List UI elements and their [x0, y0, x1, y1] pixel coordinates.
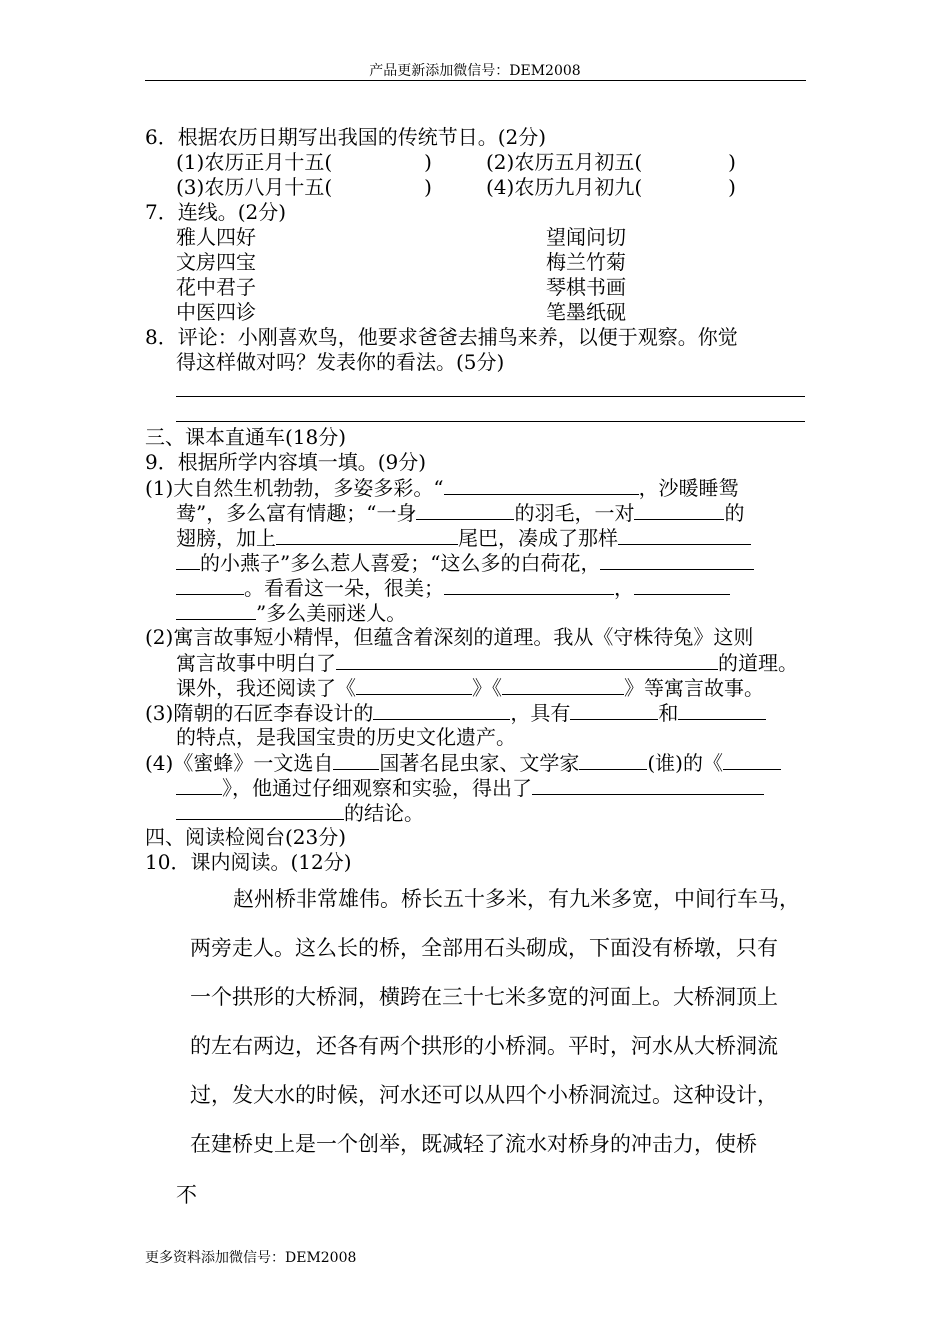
q7-right-1: 望闻问切: [546, 225, 626, 249]
section-4-title: 四、阅读检阅台(23分): [145, 825, 347, 849]
blank[interactable]: [444, 575, 614, 595]
blank[interactable]: [618, 525, 751, 545]
blank[interactable]: [336, 650, 718, 670]
blank[interactable]: [333, 750, 379, 770]
passage-line: 在建桥史上是一个创举，既减轻了流水对桥身的冲击力，使桥: [190, 1132, 757, 1156]
blank[interactable]: [532, 775, 764, 795]
q8-line-1: 8．评论：小刚喜欢鸟，他要求爸爸去捕鸟来养，以便于观察。你觉: [145, 325, 738, 349]
q9-1-line-6: ”多么美丽迷人。: [176, 600, 406, 625]
q7-stem: 7．连线。(2分): [145, 200, 287, 224]
q8-answer-line-2[interactable]: [176, 421, 805, 422]
blank[interactable]: [502, 675, 624, 695]
q9-4-line-1: (4)《蜜蜂》一文选自 国著名昆虫家、文学家 (谁)的《: [145, 750, 781, 775]
blank[interactable]: [356, 675, 472, 695]
header-divider: [145, 80, 806, 81]
q9-3-line-2: 的特点，是我国宝贵的历史文化遗产。: [176, 725, 516, 749]
q6-item-4: (4)农历九月初九( ): [486, 175, 736, 199]
q6-item-1: (1)农历正月十五( ): [176, 150, 432, 174]
passage-line: 两旁走人。这么长的桥，全部用石头砌成，下面没有桥墩，只有: [190, 936, 778, 960]
blank[interactable]: [579, 750, 647, 770]
q9-1-line-4: 的小燕子”多么惹人喜爱；“这么多的白荷花，: [176, 550, 754, 575]
q7-right-2: 梅兰竹菊: [546, 250, 626, 274]
q7-left-1: 雅人四好: [176, 225, 256, 249]
q7-right-4: 笔墨纸砚: [546, 300, 626, 324]
blank[interactable]: [444, 475, 639, 495]
page-footer: 更多资料添加微信号：DEM2008: [145, 1250, 357, 1266]
q9-4-line-3: 的结论。: [176, 800, 424, 825]
q9-4-line-2: 》，他通过仔细观察和实验，得出了: [176, 775, 764, 800]
q7-left-4: 中医四诊: [176, 300, 256, 324]
q6-stem: 6．根据农历日期写出我国的传统节日。(2分): [145, 125, 547, 149]
page-header: 产品更新添加微信号：DEM2008: [369, 63, 581, 79]
q7-left-3: 花中君子: [176, 275, 256, 299]
section-3-title: 三、课本直通车(18分): [145, 425, 347, 449]
q9-1-line-2: 鸯”，多么富有情趣；“一身 的羽毛，一对 的: [176, 501, 745, 525]
passage-line: 过，发大水的时候，河水还可以从四个小桥洞流过。这种设计，: [190, 1083, 778, 1107]
q9-2-line-3: 课外，我还阅读了《 》《 》等寓言故事。: [176, 676, 764, 700]
blank[interactable]: [416, 500, 514, 520]
blank[interactable]: [176, 775, 222, 795]
blank[interactable]: [176, 800, 344, 820]
blank[interactable]: [276, 525, 458, 545]
q6-item-2: (2)农历五月初五( ): [486, 150, 736, 174]
passage-line: 一个拱形的大桥洞，横跨在三十七米多宽的河面上。大桥洞顶上: [190, 985, 778, 1009]
q9-1-line-5: 。看看这一朵，很美； ，: [176, 575, 730, 600]
blank[interactable]: [634, 500, 724, 520]
q7-right-3: 琴棋书画: [546, 275, 626, 299]
blank[interactable]: [723, 750, 781, 770]
q9-3-line-1: (3)隋朝的石匠李春设计的 ，具有 和: [145, 700, 766, 725]
blank[interactable]: [176, 575, 244, 595]
blank[interactable]: [570, 700, 658, 720]
q8-line-2: 得这样做对吗？发表你的看法。(5分): [176, 350, 505, 374]
blank[interactable]: [678, 700, 766, 720]
q9-2-line-2: 寓言故事中明白了 的道理。: [176, 651, 798, 675]
q9-1-line-1: (1)大自然生机勃勃，多姿多彩。“ ，沙暖睡鸳: [145, 476, 739, 500]
q10-stem: 10．课内阅读。(12分): [145, 850, 352, 874]
passage-line: 的左右两边，还各有两个拱形的小桥洞。平时，河水从大桥洞流: [190, 1034, 778, 1058]
passage-line: 不: [176, 1183, 197, 1207]
q9-stem: 9．根据所学内容填一填。(9分): [145, 450, 427, 474]
q9-1-line-3: 翅膀，加上 尾巴，凑成了那样: [176, 525, 751, 550]
blank[interactable]: [600, 550, 754, 570]
q7-left-2: 文房四宝: [176, 250, 256, 274]
blank[interactable]: [176, 550, 200, 570]
blank[interactable]: [634, 575, 730, 595]
q8-answer-line-1[interactable]: [176, 396, 805, 397]
q6-item-3: (3)农历八月十五( ): [176, 175, 432, 199]
passage-line: 赵州桥非常雄伟。桥长五十多米，有九米多宽，中间行车马，: [233, 887, 800, 911]
blank[interactable]: [373, 700, 510, 720]
blank[interactable]: [176, 600, 256, 620]
q9-2-line-1: (2)寓言故事短小精悍，但蕴含着深刻的道理。我从《守株待兔》这则: [145, 625, 754, 649]
